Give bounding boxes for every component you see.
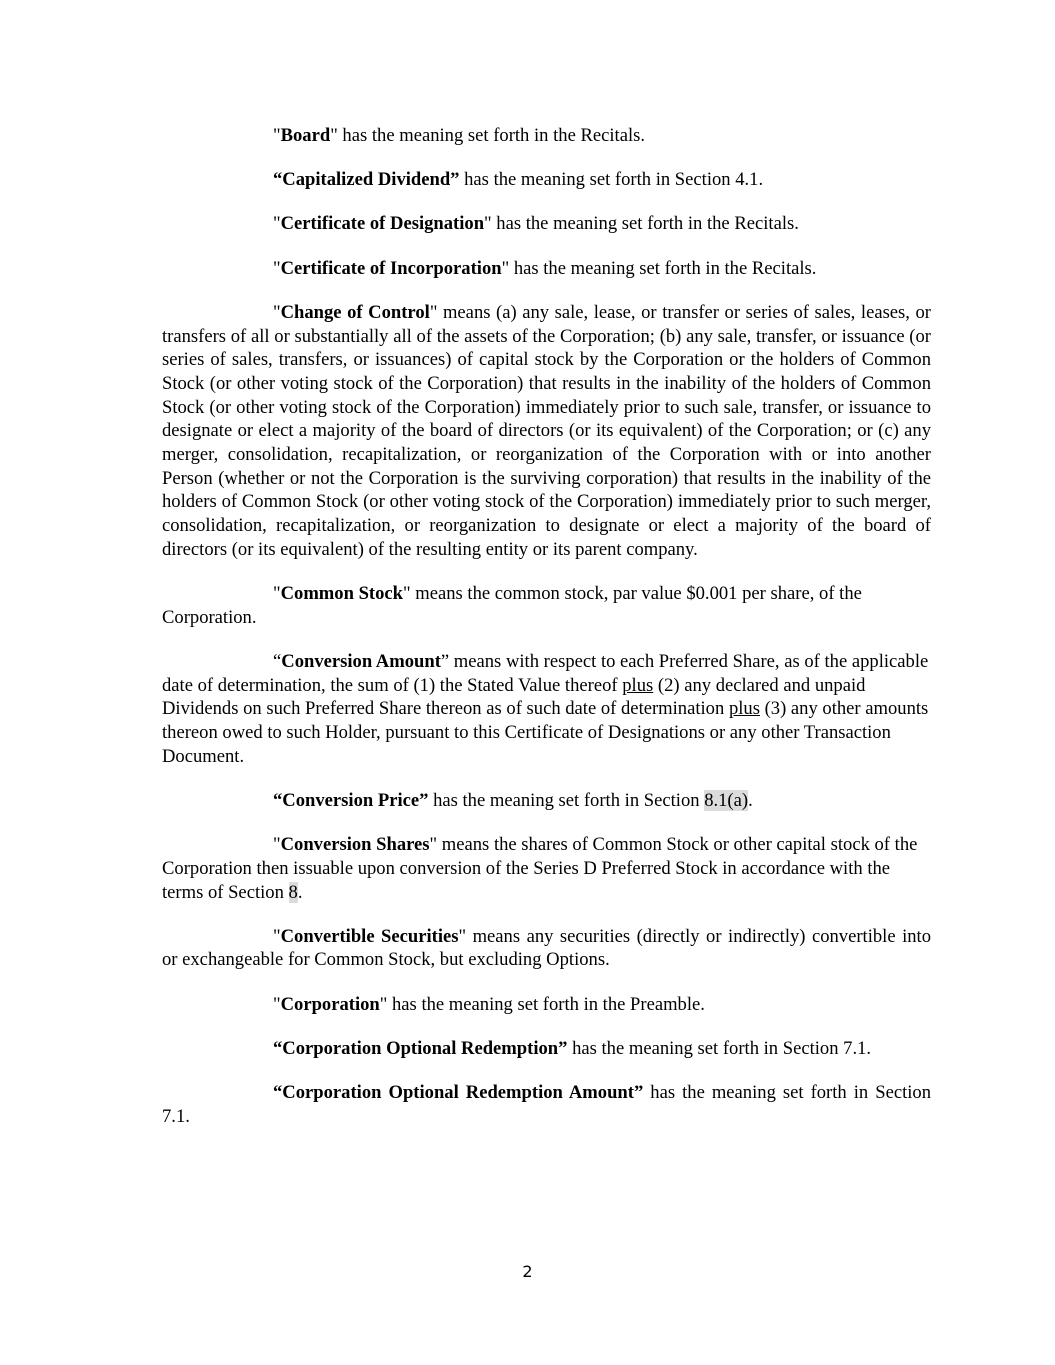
- defined-term: Corporation: [280, 993, 380, 1015]
- underlined-plus: plus: [728, 698, 760, 720]
- section-reference: 8.1(a): [704, 789, 749, 811]
- defined-term: Common Stock: [280, 583, 404, 605]
- definition-change-of-control: "Change of Control" means (a) any sale, lease, or transfer or series of sales, leases, or transfers of all or substantially all of the assets of the Corporation; (b) any sale, transfer, or issuance (or series of sales, transfers, or issuances) of capital stock by the Corporation or the holders of Common Stock (or other voting stock of the Corporation) that results in the inability of the holders of Common Stock (or other voting stock of the Corporation) immediately prior to such sale, transfer, or issuance to designate or elect a majority of the board of directors (or its equivalent) of the Corporation; or (c) any merger, consolidation, recapitalization, or reorganization of the Corporation with or into another Person (whether or not the Corporation is the surviving corporation) that results in the inability of the holders of Common Stock (or other voting stock of the Corporation) immediately prior to such merger, consolidation, recapitalization, or reorganization to designate or elect a majority of the board of directors (or its equivalent) of the resulting entity or its parent company.: [162, 301, 931, 560]
- underlined-plus: plus: [622, 674, 654, 696]
- defined-term: “Conversion Price”: [273, 789, 429, 811]
- defined-term: Certificate of Incorporation: [280, 257, 502, 279]
- section-reference: 8: [288, 881, 298, 903]
- defined-term: “Corporation Optional Redemption Amount”: [273, 1082, 644, 1104]
- page-number: 2: [522, 1262, 533, 1281]
- definition-corporation-optional-redemption: “Corporation Optional Redemption” has the meaning set forth in Section 7.1.: [273, 1037, 872, 1059]
- definition-corporation: "Corporation" has the meaning set forth in the Preamble.: [273, 993, 705, 1015]
- definition-corporation-optional-redemption-amount: “Corporation Optional Redemption Amount” has the meaning set forth in Section 7.1.: [162, 1082, 931, 1127]
- definition-conversion-price: “Conversion Price” has the meaning set forth in Section 8.1(a).: [273, 789, 753, 811]
- defined-term: Conversion Shares: [280, 834, 430, 856]
- defined-term: Convertible Securities: [280, 925, 459, 947]
- defined-term: “Corporation Optional Redemption”: [273, 1037, 568, 1059]
- defined-term: Certificate of Designation: [280, 213, 485, 235]
- definition-certificate-of-designation: "Certificate of Designation" has the meaning set forth in the Recitals.: [273, 213, 799, 235]
- definition-common-stock: "Common Stock" means the common stock, par value $0.001 per share, of the Corporation.: [162, 583, 862, 628]
- defined-term: Conversion Amount: [281, 650, 441, 672]
- defined-term: “Capitalized Dividend”: [273, 169, 460, 191]
- definition-board: "Board" has the meaning set forth in the Recitals.: [273, 125, 646, 146]
- definition-certificate-of-incorporation: "Certificate of Incorporation" has the meaning set forth in the Recitals.: [273, 257, 817, 279]
- definition-capitalized-dividend: “Capitalized Dividend” has the meaning set forth in Section 4.1.: [273, 169, 764, 191]
- document-body: [162, 124, 931, 1149]
- definition-conversion-shares: "Conversion Shares" means the shares of Common Stock or other capital stock of the Corporation then issuable upon conversion of the Series D Preferred Stock in accordance with the terms of Section 8.: [162, 834, 918, 903]
- definition-convertible-securities: "Convertible Securities" means any securities (directly or indirectly) convertible into or exchangeable for Common Stock, but excluding Options.: [162, 925, 931, 971]
- defined-term: Change of Control: [280, 301, 430, 323]
- defined-term: Board: [280, 125, 331, 146]
- definition-conversion-amount: “Conversion Amount” means with respect to each Preferred Share, as of the applicable date of determination, the sum of (1) the Stated Value thereof plus (2) any declared and unpaid Dividends on such Preferred Share thereon as of such date of determination plus (3) any other amounts thereon owed to such Holder, pursuant to this Certificate of Designations or any other Transaction Document.: [162, 650, 929, 767]
